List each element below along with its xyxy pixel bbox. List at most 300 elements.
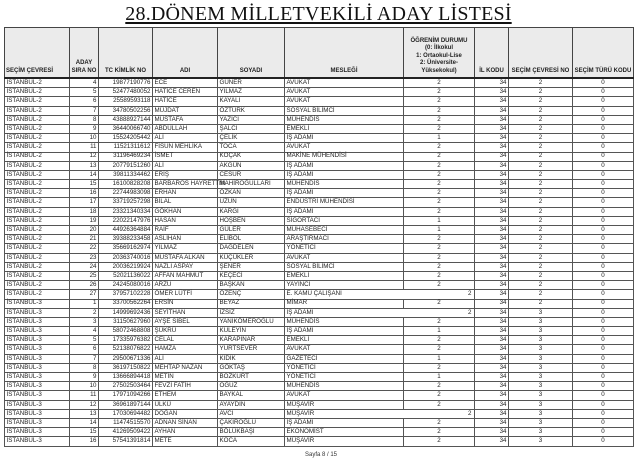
cell-adi: ALİ — [153, 161, 218, 170]
cell-soyadi: KÜÇÜKLER — [218, 253, 285, 262]
cell-tc-kimlik-no: 24245080016 — [99, 281, 153, 290]
cell-meslegi: MÜŞAVİR — [285, 400, 404, 409]
cell-secim-turu-kodu: 0 — [573, 400, 634, 409]
cell-tc-kimlik-no: 13666894418 — [99, 373, 153, 382]
cell-tc-kimlik-no: 44926364884 — [99, 226, 153, 235]
cell-meslegi: ARAŞTIRMACI — [285, 235, 404, 244]
cell-il-kodu: 34 — [475, 253, 509, 262]
cell-secim-cevresi: İSTANBUL-2 — [5, 161, 70, 170]
table-row — [5, 327, 634, 336]
cell-aday-sira-no: 20 — [70, 226, 99, 235]
cell-secim-turu-kodu: 0 — [573, 281, 634, 290]
cell-il-kodu: 34 — [475, 299, 509, 308]
cell-meslegi: İŞ ADAMI — [285, 170, 404, 179]
cell-adi: HATİCE CEREN — [153, 88, 218, 97]
cell-ogrenim-durumu: 2 — [404, 262, 475, 271]
cell-secim-turu-kodu: 0 — [573, 253, 634, 262]
cell-secim-turu-kodu: 0 — [573, 207, 634, 216]
cell-soyadi: MAHİROĞULLARI — [218, 180, 285, 189]
cell-aday-sira-no: 3 — [70, 317, 99, 326]
cell-adi: METE — [153, 437, 218, 446]
cell-adi: ÜLKÜ — [153, 400, 218, 409]
table-row — [5, 78, 634, 88]
cell-adi: MUSTAFA — [153, 115, 218, 124]
cell-secim-cevresi: İSTANBUL-2 — [5, 235, 70, 244]
cell-secim-cevresi-no: 2 — [509, 271, 573, 280]
cell-aday-sira-no: 15 — [70, 428, 99, 437]
cell-tc-kimlik-no: 17335976382 — [99, 336, 153, 345]
cell-tc-kimlik-no: 20036219924 — [99, 262, 153, 271]
cell-secim-turu-kodu: 0 — [573, 226, 634, 235]
cell-secim-cevresi: İSTANBUL-2 — [5, 134, 70, 143]
table-row — [5, 207, 634, 216]
table-row — [5, 409, 634, 418]
cell-secim-cevresi-no: 2 — [509, 124, 573, 133]
cell-ogrenim-durumu: 2 — [404, 124, 475, 133]
table-row — [5, 400, 634, 409]
table-row — [5, 299, 634, 308]
cell-meslegi: MİMAR — [285, 299, 404, 308]
table-row — [5, 198, 634, 207]
table-row — [5, 216, 634, 225]
cell-soyadi: ŞALCI — [218, 124, 285, 133]
cell-soyadi: HOŞBEN — [218, 216, 285, 225]
cell-secim-cevresi-no: 2 — [509, 78, 573, 88]
cell-ogrenim-durumu: 2 — [404, 161, 475, 170]
header-il-kodu: İL KODU — [475, 28, 509, 79]
cell-soyadi: KARGI — [218, 207, 285, 216]
cell-il-kodu: 34 — [475, 115, 509, 124]
cell-meslegi: İŞ ADAMI — [285, 418, 404, 427]
cell-secim-cevresi: İSTANBUL-3 — [5, 428, 70, 437]
cell-secim-cevresi-no: 2 — [509, 106, 573, 115]
cell-meslegi: EMEKLİ — [285, 336, 404, 345]
header-ogrenim-line: (0: İlkokul — [424, 45, 453, 51]
cell-secim-turu-kodu: 0 — [573, 216, 634, 225]
cell-ogrenim-durumu: 2 — [468, 290, 472, 298]
table-row — [5, 143, 634, 152]
cell-secim-cevresi: İSTANBUL-3 — [5, 354, 70, 363]
cell-meslegi-ogrenim-merged — [285, 308, 475, 317]
cell-meslegi: EMEKLİ — [285, 271, 404, 280]
cell-tc-kimlik-no: 36197150822 — [99, 363, 153, 372]
cell-secim-turu-kodu: 0 — [573, 134, 634, 143]
cell-soyadi: BAYKAL — [218, 391, 285, 400]
table-row — [5, 124, 634, 133]
cell-secim-turu-kodu: 0 — [573, 354, 634, 363]
cell-il-kodu: 34 — [475, 235, 509, 244]
cell-aday-sira-no: 5 — [70, 336, 99, 345]
cell-secim-turu-kodu: 0 — [573, 97, 634, 106]
cell-soyadi: ÖZENÇ — [218, 290, 285, 299]
cell-il-kodu: 34 — [475, 88, 509, 97]
cell-tc-kimlik-no: 11474515570 — [99, 418, 153, 427]
cell-ogrenim-durumu: 2 — [404, 271, 475, 280]
cell-meslegi: E. KAMU ÇALIŞANI — [286, 290, 342, 298]
cell-secim-cevresi: İSTANBUL-2 — [5, 198, 70, 207]
cell-ogrenim-durumu: 2 — [404, 253, 475, 262]
cell-secim-cevresi-no: 2 — [509, 226, 573, 235]
cell-meslegi: MÜHENDİS — [285, 317, 404, 326]
cell-secim-cevresi: İSTANBUL-2 — [5, 262, 70, 271]
header-meslegi: MESLEĞİ — [285, 28, 404, 79]
cell-ogrenim-durumu: 2 — [404, 299, 475, 308]
cell-adi: FİSUN MEHLİKA — [153, 143, 218, 152]
cell-secim-cevresi: İSTANBUL-2 — [5, 78, 70, 88]
cell-secim-turu-kodu: 0 — [573, 78, 634, 88]
cell-il-kodu: 34 — [475, 363, 509, 372]
cell-il-kodu: 34 — [475, 180, 509, 189]
cell-soyadi: BEYAZ — [218, 299, 285, 308]
cell-ogrenim-durumu: 2 — [404, 78, 475, 88]
cell-aday-sira-no: 18 — [70, 207, 99, 216]
cell-ogrenim-durumu: 2 — [404, 428, 475, 437]
cell-tc-kimlik-no: 17030694482 — [99, 409, 153, 418]
cell-secim-cevresi: İSTANBUL-2 — [5, 106, 70, 115]
cell-soyadi: KOCA — [218, 437, 285, 446]
cell-soyadi: UZUN — [218, 198, 285, 207]
cell-secim-cevresi-no: 2 — [509, 97, 573, 106]
cell-soyadi: BÖLÜKBAŞI — [218, 428, 285, 437]
cell-secim-cevresi: İSTANBUL-3 — [5, 345, 70, 354]
cell-tc-kimlik-no: 36961897144 — [99, 400, 153, 409]
cell-soyadi: KIDIK — [218, 354, 285, 363]
cell-soyadi: KOÇAK — [218, 152, 285, 161]
cell-adi: ERSİN — [153, 299, 218, 308]
cell-il-kodu: 34 — [475, 244, 509, 253]
cell-secim-cevresi: İSTANBUL-2 — [5, 271, 70, 280]
cell-secim-cevresi-no: 2 — [509, 143, 573, 152]
cell-soyadi: ÇAKIROĞLU — [218, 418, 285, 427]
cell-tc-kimlik-no: 27502503464 — [99, 382, 153, 391]
cell-adi: HAMZA — [153, 345, 218, 354]
cell-secim-turu-kodu: 0 — [573, 317, 634, 326]
table-row — [5, 354, 634, 363]
cell-secim-cevresi: İSTANBUL-2 — [5, 180, 70, 189]
cell-il-kodu: 34 — [475, 189, 509, 198]
cell-secim-turu-kodu: 0 — [573, 336, 634, 345]
table-row — [5, 97, 634, 106]
cell-aday-sira-no: 13 — [70, 161, 99, 170]
cell-soyadi: BAŞKAN — [218, 281, 285, 290]
cell-tc-kimlik-no: 19877190776 — [99, 78, 153, 88]
cell-secim-cevresi-no: 3 — [509, 418, 573, 427]
cell-soyadi: ÇELİK — [218, 134, 285, 143]
cell-aday-sira-no: 1 — [70, 299, 99, 308]
cell-aday-sira-no: 10 — [70, 382, 99, 391]
table-row — [5, 152, 634, 161]
cell-ogrenim-durumu: 1 — [404, 327, 475, 336]
cell-ogrenim-durumu: 1 — [404, 226, 475, 235]
cell-tc-kimlik-no: 39811334462 — [99, 170, 153, 179]
document-title: 28.DÖNEM MİLLETVEKİLİ ADAY LİSTESİ — [125, 3, 512, 25]
page-number: Sayfa 8 / 15 — [305, 452, 338, 458]
cell-secim-cevresi: İSTANBUL-3 — [5, 308, 70, 317]
cell-secim-cevresi: İSTANBUL-2 — [5, 115, 70, 124]
cell-soyadi: BOZKURT — [218, 373, 285, 382]
cell-tc-kimlik-no: 43888927144 — [99, 115, 153, 124]
cell-secim-cevresi-no: 3 — [509, 354, 573, 363]
cell-aday-sira-no: 16 — [70, 437, 99, 446]
cell-adi: ERİŞ — [153, 170, 218, 179]
table-row — [5, 180, 634, 189]
cell-secim-cevresi-no: 3 — [509, 336, 573, 345]
cell-secim-cevresi: İSTANBUL-2 — [5, 97, 70, 106]
cell-il-kodu: 34 — [475, 317, 509, 326]
cell-soyadi: DAĞDELEN — [218, 244, 285, 253]
cell-tc-kimlik-no: 17971094266 — [99, 391, 153, 400]
cell-adi: AYŞE SİBEL — [153, 317, 218, 326]
cell-il-kodu: 34 — [475, 106, 509, 115]
table-row — [5, 262, 634, 271]
cell-aday-sira-no: 23 — [70, 253, 99, 262]
cell-il-kodu: 34 — [475, 354, 509, 363]
table-row — [5, 161, 634, 170]
cell-secim-cevresi-no: 2 — [509, 161, 573, 170]
cell-aday-sira-no: 8 — [70, 363, 99, 372]
cell-tc-kimlik-no: 35669162974 — [99, 244, 153, 253]
cell-aday-sira-no: 16 — [70, 189, 99, 198]
cell-secim-cevresi-no: 2 — [509, 198, 573, 207]
cell-soyadi: İZSİZ — [218, 308, 285, 317]
cell-il-kodu: 34 — [475, 308, 509, 317]
cell-secim-cevresi: İSTANBUL-3 — [5, 418, 70, 427]
cell-secim-turu-kodu: 0 — [573, 299, 634, 308]
cell-secim-cevresi-no: 2 — [509, 253, 573, 262]
cell-il-kodu: 34 — [475, 207, 509, 216]
cell-tc-kimlik-no: 52021136022 — [99, 271, 153, 280]
cell-adi: HASAN — [153, 216, 218, 225]
cell-soyadi: OĞUZ — [218, 382, 285, 391]
cell-tc-kimlik-no: 16100828208 — [99, 180, 153, 189]
cell-aday-sira-no: 14 — [70, 418, 99, 427]
cell-secim-turu-kodu: 0 — [573, 382, 634, 391]
cell-meslegi: SOSYAL BİLİMCİ — [285, 106, 404, 115]
cell-meslegi: İŞ ADAMI — [285, 189, 404, 198]
cell-meslegi: AVUKAT — [285, 143, 404, 152]
table-row — [5, 189, 634, 198]
cell-aday-sira-no: 25 — [70, 271, 99, 280]
cell-secim-turu-kodu: 0 — [573, 152, 634, 161]
cell-meslegi: YÖNETİCİ — [285, 244, 404, 253]
cell-secim-cevresi-no: 2 — [509, 152, 573, 161]
header-tc-kimlik-no: TC KİMLİK NO — [99, 28, 153, 79]
cell-adi: ABDULLAH — [153, 124, 218, 133]
cell-ogrenim-durumu: 2 — [468, 308, 472, 316]
cell-adi: GÖKHAN — [153, 207, 218, 216]
cell-secim-turu-kodu: 0 — [573, 391, 634, 400]
cell-secim-cevresi-no: 2 — [509, 189, 573, 198]
cell-soyadi: GÜNER — [218, 78, 285, 88]
cell-secim-turu-kodu: 0 — [573, 170, 634, 179]
cell-tc-kimlik-no: 37957102228 — [99, 290, 153, 299]
cell-meslegi: ENDÜSTRİ MÜHENDİSİ — [285, 198, 404, 207]
cell-ogrenim-durumu: 2 — [404, 180, 475, 189]
cell-aday-sira-no: 4 — [70, 327, 99, 336]
cell-ogrenim-durumu: 2 — [404, 317, 475, 326]
cell-secim-turu-kodu: 0 — [573, 262, 634, 271]
cell-aday-sira-no: 17 — [70, 198, 99, 207]
cell-il-kodu: 34 — [475, 78, 509, 88]
cell-adi: METİN — [153, 373, 218, 382]
cell-aday-sira-no: 19 — [70, 216, 99, 225]
cell-aday-sira-no: 26 — [70, 281, 99, 290]
cell-soyadi: ELİBOL — [218, 235, 285, 244]
cell-tc-kimlik-no: 41269509422 — [99, 428, 153, 437]
cell-meslegi: MÜŞAVİR — [285, 437, 404, 446]
cell-adi: ALİ — [153, 134, 218, 143]
cell-meslegi: İŞ ADAMI — [285, 207, 404, 216]
cell-adi: ARZU — [153, 281, 218, 290]
cell-tc-kimlik-no: 52477480052 — [99, 88, 153, 97]
cell-ogrenim-durumu: 2 — [404, 152, 475, 161]
cell-secim-turu-kodu: 0 — [573, 271, 634, 280]
cell-secim-cevresi: İSTANBUL-3 — [5, 391, 70, 400]
cell-ogrenim-durumu: 2 — [404, 418, 475, 427]
cell-soyadi: ÖZKAN — [218, 189, 285, 198]
cell-ogrenim-durumu: 2 — [404, 382, 475, 391]
cell-ogrenim-durumu: 2 — [404, 189, 475, 198]
cell-aday-sira-no: 7 — [70, 354, 99, 363]
cell-soyadi: KULEYİN — [218, 327, 285, 336]
cell-secim-cevresi-no: 2 — [509, 244, 573, 253]
table-row — [5, 226, 634, 235]
cell-secim-cevresi: İSTANBUL-2 — [5, 253, 70, 262]
cell-secim-cevresi: İSTANBUL-3 — [5, 336, 70, 345]
cell-secim-turu-kodu: 0 — [573, 115, 634, 124]
cell-adi: ADNAN SİNAN — [153, 418, 218, 427]
cell-secim-turu-kodu: 0 — [573, 106, 634, 115]
table-row — [5, 391, 634, 400]
table-row — [5, 290, 634, 299]
table-row — [5, 437, 634, 446]
cell-il-kodu: 34 — [475, 262, 509, 271]
cell-meslegi: EKONOMİST — [285, 428, 404, 437]
cell-adi: ÖMER LÜTFİ — [153, 290, 218, 299]
table-body — [5, 78, 634, 446]
cell-il-kodu: 34 — [475, 373, 509, 382]
cell-ogrenim-durumu: 2 — [404, 143, 475, 152]
cell-secim-cevresi-no: 2 — [509, 134, 573, 143]
cell-tc-kimlik-no: 33700562264 — [99, 299, 153, 308]
cell-secim-cevresi-no: 2 — [509, 262, 573, 271]
cell-adi: MUSTAFA ALKAN — [153, 253, 218, 262]
cell-tc-kimlik-no: 36440066740 — [99, 124, 153, 133]
cell-soyadi: AVCI — [218, 409, 285, 418]
cell-secim-cevresi-no: 2 — [509, 115, 573, 124]
cell-il-kodu: 34 — [475, 345, 509, 354]
cell-ogrenim-durumu: 2 — [404, 235, 475, 244]
cell-secim-turu-kodu: 0 — [573, 235, 634, 244]
header-row — [5, 28, 634, 79]
cell-ogrenim-durumu: 2 — [404, 244, 475, 253]
cell-secim-turu-kodu: 0 — [573, 363, 634, 372]
cell-secim-turu-kodu: 0 — [573, 88, 634, 97]
cell-ogrenim-durumu: 2 — [404, 336, 475, 345]
cell-secim-cevresi-no: 3 — [509, 382, 573, 391]
cell-secim-cevresi: İSTANBUL-3 — [5, 317, 70, 326]
cell-aday-sira-no: 24 — [70, 262, 99, 271]
cell-secim-cevresi-no: 2 — [509, 290, 573, 299]
table-row — [5, 317, 634, 326]
cell-il-kodu: 34 — [475, 143, 509, 152]
cell-secim-cevresi: İSTANBUL-2 — [5, 226, 70, 235]
cell-soyadi: YANIKÖMEROĞLU — [218, 317, 285, 326]
cell-ogrenim-durumu: 2 — [404, 170, 475, 179]
header-ogrenim-line: 1: Ortaokul-Lise — [416, 52, 462, 59]
table-row — [5, 244, 634, 253]
table-row — [5, 373, 634, 382]
cell-adi: AFFAN MAHMUT — [153, 271, 218, 280]
cell-il-kodu: 34 — [475, 336, 509, 345]
cell-aday-sira-no: 13 — [70, 409, 99, 418]
cell-soyadi: KAYALI — [218, 97, 285, 106]
cell-meslegi-ogrenim-merged — [285, 409, 475, 418]
cell-ogrenim-durumu: 1 — [404, 134, 475, 143]
cell-tc-kimlik-no: 29500671336 — [99, 354, 153, 363]
cell-meslegi: AVUKAT — [285, 253, 404, 262]
cell-il-kodu: 34 — [475, 216, 509, 225]
cell-aday-sira-no: 4 — [70, 78, 99, 88]
cell-secim-cevresi-no: 3 — [509, 327, 573, 336]
cell-tc-kimlik-no: 33719257298 — [99, 198, 153, 207]
cell-meslegi: AVUKAT — [285, 88, 404, 97]
cell-meslegi: MÜŞAVİR — [286, 409, 315, 417]
cell-secim-cevresi: İSTANBUL-2 — [5, 216, 70, 225]
cell-tc-kimlik-no: 39388233458 — [99, 235, 153, 244]
cell-adi: CELAL — [153, 336, 218, 345]
cell-secim-cevresi-no: 3 — [509, 317, 573, 326]
cell-ogrenim-durumu: 2 — [404, 437, 475, 446]
table-row — [5, 88, 634, 97]
cell-ogrenim-durumu: 2 — [404, 400, 475, 409]
table-row — [5, 336, 634, 345]
table-row — [5, 134, 634, 143]
cell-aday-sira-no: 12 — [70, 400, 99, 409]
cell-meslegi: GAZETECİ — [285, 354, 404, 363]
cell-secim-cevresi: İSTANBUL-2 — [5, 281, 70, 290]
header-secim-cevresi-no: SEÇİM ÇEVRESİ NO — [509, 28, 573, 79]
cell-soyadi: YURTSEVER — [218, 345, 285, 354]
cell-secim-cevresi: İSTANBUL-3 — [5, 299, 70, 308]
cell-secim-cevresi: İSTANBUL-2 — [5, 244, 70, 253]
cell-aday-sira-no: 10 — [70, 134, 99, 143]
cell-secim-cevresi-no: 3 — [509, 308, 573, 317]
cell-soyadi: AYAYDIN — [218, 400, 285, 409]
cell-il-kodu: 34 — [475, 418, 509, 427]
cell-secim-cevresi-no: 3 — [509, 409, 573, 418]
cell-il-kodu: 34 — [475, 428, 509, 437]
cell-tc-kimlik-no: 57541391814 — [99, 437, 153, 446]
header-aday-sira-no — [70, 28, 99, 79]
cell-aday-sira-no: 7 — [70, 106, 99, 115]
cell-adi: MÜJDAT — [153, 106, 218, 115]
cell-aday-sira-no: 8 — [70, 115, 99, 124]
cell-meslegi: YÖNETİCİ — [285, 363, 404, 372]
cell-secim-cevresi: İSTANBUL-3 — [5, 409, 70, 418]
cell-il-kodu: 34 — [475, 327, 509, 336]
cell-aday-sira-no: 9 — [70, 124, 99, 133]
cell-tc-kimlik-no: 20363740016 — [99, 253, 153, 262]
cell-secim-cevresi-no: 3 — [509, 391, 573, 400]
cell-secim-cevresi-no: 2 — [509, 281, 573, 290]
cell-secim-cevresi: İSTANBUL-2 — [5, 170, 70, 179]
cell-meslegi: AVUKAT — [285, 78, 404, 88]
cell-tc-kimlik-no: 58072468808 — [99, 327, 153, 336]
cell-secim-turu-kodu: 0 — [573, 428, 634, 437]
cell-secim-turu-kodu: 0 — [573, 244, 634, 253]
cell-il-kodu: 34 — [475, 400, 509, 409]
